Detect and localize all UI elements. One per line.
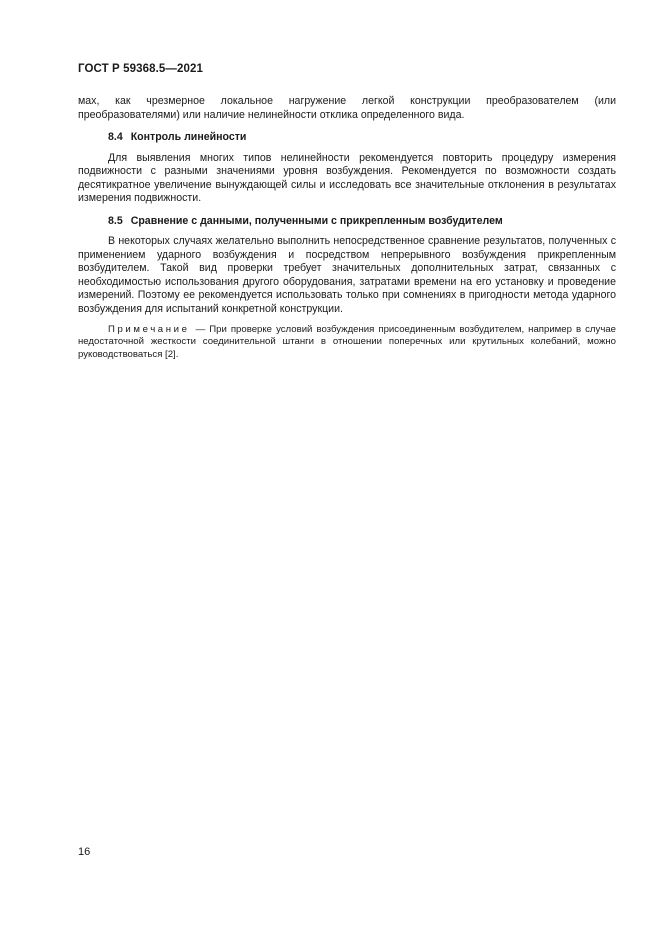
section-paragraph: В некоторых случаях желательно выполнить непосредственное сравнение результатов, полученных с применением ударного возбуждения и посредством непрерывного возбуждения прикрепленным возбудителем. Такой вид проверки требует значительных дополнительных затрат, связанных с необходимостью использования другого оборудования, затратами времени на его установку и проведение измерений. Поэтому ее рекомендуется использовать только при сомнениях в пригодности метода ударного возбуждения для испытаний конкретной конструкции. [78, 235, 616, 315]
note-text: — При проверке условий возбуждения присоединенным возбудителем, например в случае недостаточной жесткости соединительной штанги в отношении поперечных или крутильных колебаний, можно руководствоваться [2]. [78, 324, 616, 360]
note-label: Примечание [108, 324, 190, 335]
section-heading [108, 215, 616, 229]
section-8-5 [78, 215, 616, 317]
section-8-4 [78, 131, 616, 206]
page-content [78, 95, 616, 371]
section-title: Контроль линейности [130, 131, 247, 143]
page-number: 16 [78, 846, 91, 858]
standard-designation: ГОСТ Р 59368.5—2021 [78, 63, 203, 75]
continued-paragraph: мах, как чрезмерное локальное нагружение легкой конструкции преобразователем (или преобразователями) или наличие нелинейности отклика определенного вида. [78, 95, 616, 121]
document-header [78, 63, 203, 75]
note [78, 324, 616, 361]
section-number: 8.5 [108, 214, 123, 227]
section-number: 8.4 [108, 131, 123, 143]
section-paragraph: Для выявления многих типов нелинейности рекомендуется повторить процедуру измерения подвижности с разными значениями уровня возбуждения. Рекомендуется по возможности создать десятикратное увеличение вынуждающей силы и исследовать все значительные отклонения в результатах измерения подвижности. [78, 151, 616, 204]
section-heading [108, 131, 616, 145]
section-title: Сравнение с данными, полученными с прикрепленным возбудителем [130, 214, 503, 227]
